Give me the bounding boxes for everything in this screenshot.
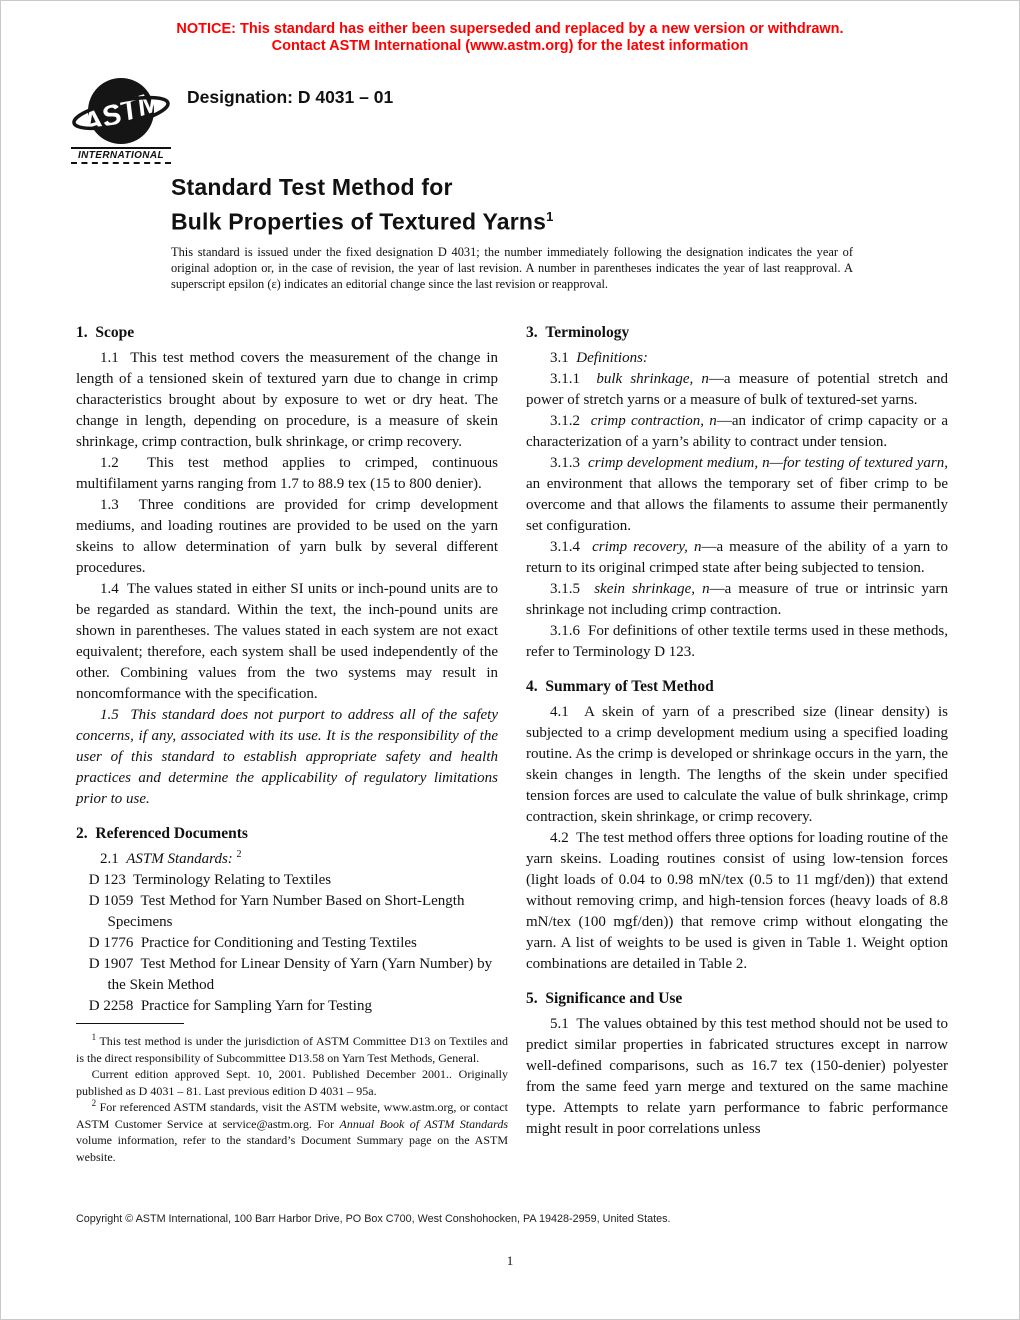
footnote-2 xyxy=(76,1099,508,1165)
designation: Designation: D 4031 – 01 xyxy=(187,87,394,107)
para-1-1: 1.1 This test method covers the measurement of the change in length of a tensioned skein of textured yarn due to change in crimp characteristics brought about by exposure to wet or dry heat. The change in length, depending on procedure, is a measure of skein shrinkage, crimp contraction, bulk shrinkage, or crimp recovery. xyxy=(76,350,498,450)
referenced-standards-list xyxy=(76,870,498,1017)
copyright-line: Copyright © ASTM International, 100 Barr Harbor Drive, PO Box C700, West Conshohocken, PA 19428-2959, United States. xyxy=(76,1213,671,1225)
para-3-1-title: Definitions: xyxy=(576,350,648,366)
section-1-heading: 1. Scope xyxy=(76,324,135,341)
term-bulk-shrinkage: bulk shrinkage, n xyxy=(596,371,709,387)
supersession-notice xyxy=(1,21,1019,55)
para-3-1-2 xyxy=(526,411,948,453)
para-3-1-5-def: —a measure of true or intrinsic yarn shrinkage not including crimp contraction. xyxy=(526,581,948,618)
para-3-1-1-def: —a measure of potential stretch and power of stretch yarns or a measure of bulk of textured-set yarns. xyxy=(526,371,949,408)
para-2-1-footnote-ref: 2 xyxy=(236,849,242,860)
footnote-1b: Current edition approved Sept. 10, 2001. Published December 2001.. Originally published as D 4031 – 81. Last previous edition D 4031 – 95a. xyxy=(76,1067,508,1098)
footnote-2-text-post: volume information, refer to the standard’s Document Summary page on the ASTM website. xyxy=(76,1133,508,1164)
title-line-1: Standard Test Method for xyxy=(171,174,453,200)
para-3-1-4-def: —a measure of the ability of a yarn to return to its original crimped state after being subjected to tension. xyxy=(526,539,949,576)
para-3-1-num: 3.1 xyxy=(550,350,577,366)
para-3-1-6: 3.1.6 For definitions of other textile terms used in these methods, refer to Terminology D 123. xyxy=(526,623,948,660)
para-4-1: 4.1 A skein of yarn of a prescribed size (linear density) is subjected to a crimp development medium using a specified loading routine. As the crimp is developed or shrinkage occurs in the yarn, the skein changes in length. The lengths of the skein under specified tension forces are used to calculate the value of bulk shrinkage, crimp contraction, skein shrinkage, or crimp recovery. xyxy=(526,704,948,825)
para-5-1: 5.1 The values obtained by this test method should not be used to predict similar properties in fabricated structures except in narrow well-defined comparisons, such as 16.7 tex (150-denier) polyester from the same feed yarn merge and textured on the same machine type. Attempts to relate yarn performance to fabric performance might result in poor correlations unless xyxy=(526,1016,948,1137)
para-2-1-title: ASTM Standards: xyxy=(126,851,233,867)
footnote-2-marker: 2 xyxy=(91,1098,97,1108)
ref-item-d2258: D 2258 Practice for Sampling Yarn for Testing xyxy=(88,998,372,1014)
left-column xyxy=(76,323,498,1140)
footnote-rule xyxy=(76,1023,184,1024)
footnote-1 xyxy=(76,1033,508,1066)
section-4-heading: 4. Summary of Test Method xyxy=(526,678,714,695)
footnote-2-book-title: Annual Book of ASTM Standards xyxy=(339,1116,508,1131)
term-skein-shrinkage: skein shrinkage, n xyxy=(594,581,710,597)
para-4-2: 4.2 The test method offers three options for loading routine of the yarn skeins. Loading routines consist of using low-tension forces (light loads of 0.04 to 0.98 mN/tex (0.5 to 11 mgf/den)) that extend without removing crimp, and high-tension forces (heavy loads of 8.8 mN/tex (100 mgf/den)) that remove crimp without elongating the yarn. A list of weights to be used is given in Table 1. Weight option combinations are detailed in Table 2. xyxy=(526,830,948,972)
para-3-1-3 xyxy=(526,453,948,537)
term-crimp-development-medium: crimp development medium, n—for testing of textured yarn xyxy=(588,455,945,471)
para-3-1-3-def: , an environment that allows the temporary set of fiber crimp to be overcome and that allows the filaments to assume their permanently set configuration. xyxy=(526,455,949,534)
footnote-1-text: This test method is under the jurisdiction of ASTM Committee D13 on Textiles and is the direct responsibility of Subcommittee D13.58 on Yarn Test Methods, General. xyxy=(76,1034,508,1065)
ref-item-d123: D 123 Terminology Relating to Textiles xyxy=(88,872,332,888)
para-3-1-4-num: 3.1.4 xyxy=(550,539,593,555)
para-1-2: 1.2 This test method applies to crimped, continuous multifilament yarns ranging from 1.7 to 88.9 tex (15 to 800 denier). xyxy=(76,455,498,492)
para-3-1-5 xyxy=(526,579,948,621)
para-1-3: 1.3 Three conditions are provided for crimp development mediums, and loading routines are provided to be used on the yarn skeins to allow determination of yarn bulk by several different procedures. xyxy=(76,497,498,576)
astm-logo-text: ASTM xyxy=(77,84,166,141)
ref-item-d1907: D 1907 Test Method for Linear Density of Yarn (Yarn Number) by the Skein Method xyxy=(88,956,493,993)
para-1-4: 1.4 The values stated in either SI units or inch-pound units are to be regarded as standard. Within the text, the inch-pound units are shown in parentheses. The values stated in each system are not exact equivalent; therefore, each system shall be used independently of the other. Combining values from the two systems may result in noncomformance with the specification. xyxy=(76,581,498,702)
para-3-1-4 xyxy=(526,537,948,579)
section-3-heading: 3. Terminology xyxy=(526,324,630,341)
ref-item-d1059: D 1059 Test Method for Yarn Number Based on Short-Length Specimens xyxy=(88,893,465,930)
astm-globe-icon xyxy=(71,73,171,151)
footnotes xyxy=(76,1023,508,1165)
preamble: This standard is issued under the fixed designation D 4031; the number immediately following the designation indicates the year of original adoption or, in the case of revision, the year of last revision. A number in parentheses indicates the year of last reapproval. A superscript epsilon (ε) indicates an editorial change since the last revision or reapproval. xyxy=(171,245,853,291)
para-3-1-2-num: 3.1.2 xyxy=(550,413,591,429)
term-crimp-contraction: crimp contraction, n xyxy=(590,413,717,429)
document-title xyxy=(171,173,871,237)
footnote-2-text-pre: For referenced ASTM standards, visit the ASTM website, www.astm.org, or contact ASTM Customer Service at service@astm.org. For xyxy=(76,1100,508,1131)
para-3-1 xyxy=(526,348,948,369)
astm-logo-subtext: INTERNATIONAL xyxy=(71,147,171,164)
para-2-1-num: 2.1 xyxy=(100,851,127,867)
footnote-1-marker: 1 xyxy=(91,1032,97,1042)
para-3-1-5-num: 3.1.5 xyxy=(550,581,595,597)
section-5-heading: 5. Significance and Use xyxy=(526,990,683,1007)
ref-item-d1776: D 1776 Practice for Conditioning and Testing Textiles xyxy=(88,935,417,951)
astm-logo xyxy=(71,73,171,164)
notice-line-2: Contact ASTM International (www.astm.org) for the latest information xyxy=(271,38,749,54)
notice-line-1: NOTICE: This standard has either been superseded and replaced by a new version or withdrawn. xyxy=(176,21,844,37)
title-line-2-text: Bulk Properties of Textured Yarns xyxy=(171,208,547,235)
right-column xyxy=(526,323,948,1140)
title-line-2 xyxy=(171,202,871,237)
page-number: 1 xyxy=(506,1253,514,1268)
term-crimp-recovery: crimp recovery, n xyxy=(592,539,702,555)
title-footnote-ref: 1 xyxy=(546,209,554,224)
para-3-1-2-def: —an indicator of crimp capacity or a characterization of a yarn’s ability to contract under tension. xyxy=(526,413,948,450)
para-3-1-1 xyxy=(526,369,948,411)
para-2-1 xyxy=(76,849,498,870)
para-3-1-3-num: 3.1.3 xyxy=(550,455,589,471)
section-2-heading: 2. Referenced Documents xyxy=(76,825,248,842)
para-1-5: 1.5 This standard does not purport to address all of the safety concerns, if any, associated with its use. It is the responsibility of the user of this standard to establish appropriate safety and health practices and determine the applicability of regulatory limitations prior to use. xyxy=(76,707,498,807)
header xyxy=(71,73,393,164)
body-columns xyxy=(76,323,948,1140)
para-3-1-1-num: 3.1.1 xyxy=(550,371,597,387)
